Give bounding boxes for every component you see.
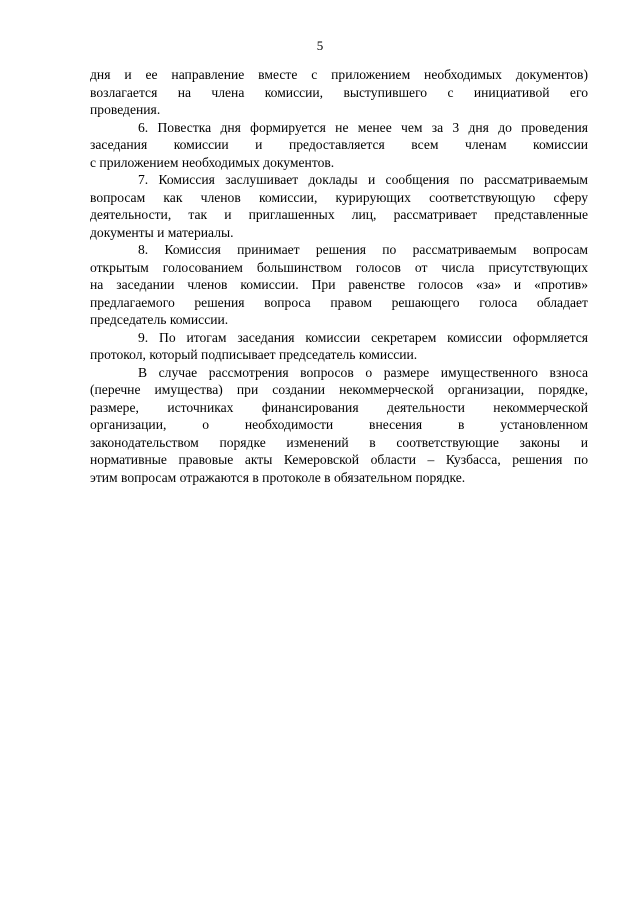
text-line: размере, источниках финансирования деятельности некоммерческой [90,399,588,415]
text-line: 6. Повестка дня формируется не менее чем за 3 дня до проведения [138,119,588,135]
text-line: возлагается на члена комиссии, выступившего с инициативой его [90,84,588,100]
text-line: 8. Комиссия принимает решения по рассматриваемым вопросам [138,242,588,257]
text-line: организации, о необходимости внесения в установленном [90,417,588,432]
text-line: 9. По итогам заседания комиссии секретарем комиссии оформляется [138,329,588,345]
text-line: документы и материалы. [90,224,234,240]
text-line: предлагаемого решения вопроса правом решающего голоса обладает [90,294,588,310]
document-body [90,66,588,486]
text-line: деятельности, так и приглашенных лиц, рассматривает представленные [90,207,588,222]
page-number: 5 [316,38,324,53]
text-line: заседания комиссии и предоставляется всем членам комиссии [90,137,588,152]
text-line: В случае рассмотрения вопросов о размере имущественного взноса [138,364,588,380]
text-line: протокол, который подписывает председатель комиссии. [90,347,418,362]
text-line: дня и ее направление вместе с приложением необходимых документов) [90,67,588,82]
text-line: на заседании членов комиссии. При равенстве голосов «за» и «против» [90,277,588,292]
text-line: открытым голосованием большинством голосов от числа присутствующих [90,259,588,275]
text-line: этим вопросам отражаются в протоколе в обязательном порядке. [90,469,466,485]
text-line: 7. Комиссия заслушивает доклады и сообщения по рассматриваемым [138,172,588,187]
text-line: законодательством порядке изменений в соответствующие законы и [90,434,588,450]
text-line: нормативные правовые акты Кемеровской области – Кузбасса, решения по [90,452,588,467]
text-line: с приложением необходимых документов. [90,154,335,170]
text-line: председатель комиссии. [90,312,229,327]
text-line: (перечне имущества) при создании некоммерческой организации, порядке, [90,382,588,397]
text-line: проведения. [90,102,161,117]
text-line: вопросам как членов комиссии, курирующих соответствующую сферу [90,189,588,205]
